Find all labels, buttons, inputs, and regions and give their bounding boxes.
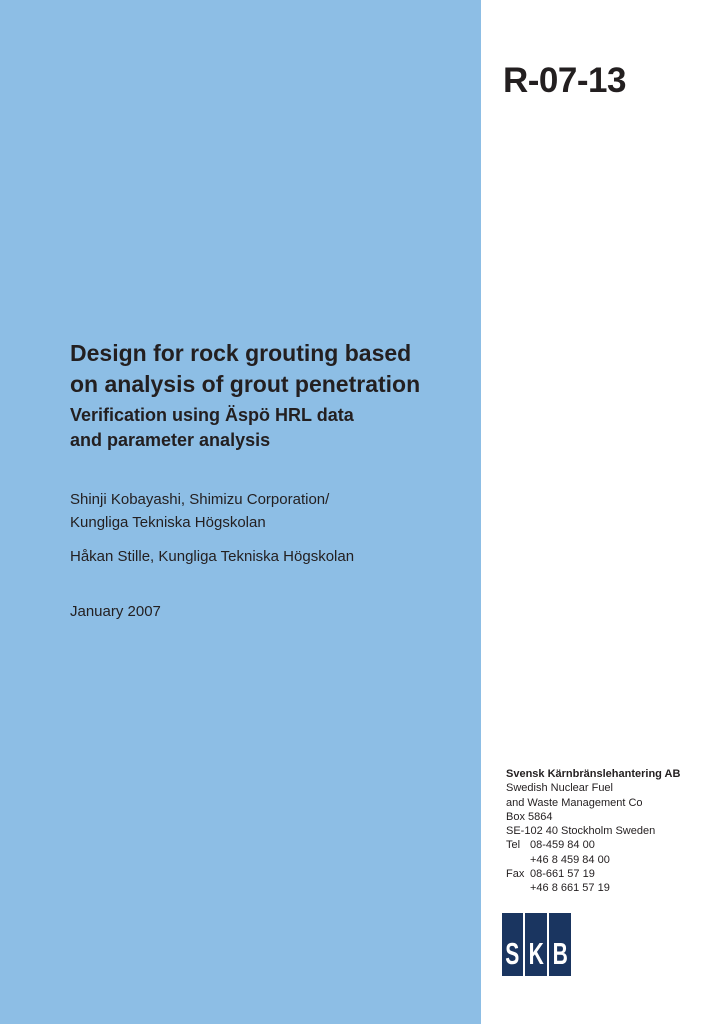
fax-row (506, 867, 724, 881)
publisher-address-line-2: and Waste Management Co (506, 796, 643, 809)
tel-intl-row (506, 853, 724, 867)
skb-logo-bar-3 (549, 913, 571, 976)
skb-logo-letter-k: K (528, 936, 544, 971)
report-subtitle (70, 403, 420, 453)
fax-label: Fax (506, 868, 525, 881)
skb-logo-letter-b: B (552, 936, 568, 971)
tel-intl-spacer (506, 853, 530, 867)
author-1 (70, 488, 354, 534)
author-1-line-1: Shinji Kobayashi, Shimizu Corporation/ (70, 491, 330, 508)
fax-intl-spacer (506, 881, 530, 895)
tel-row (506, 838, 724, 852)
publisher-name: Svensk Kärnbränslehantering AB (506, 768, 681, 780)
publisher-block (506, 767, 724, 896)
subtitle-line-1: Verification using Äspö HRL data (70, 405, 354, 425)
report-number: R-07-13 (503, 61, 626, 100)
authors-block (70, 488, 354, 568)
publisher-address-line-4: SE-102 40 Stockholm Sweden (506, 825, 656, 838)
title-block (70, 338, 420, 453)
tel-local-number: 08-459 84 00 (530, 839, 595, 852)
publisher-address-line-3: Box 5864 (506, 810, 553, 823)
subtitle-line-2: and parameter analysis (70, 430, 271, 450)
publication-date: January 2007 (70, 603, 161, 620)
report-title (70, 338, 420, 400)
title-line-1: Design for rock grouting based (70, 340, 412, 366)
skb-logo (502, 913, 568, 976)
skb-logo-bar-1 (502, 913, 523, 976)
skb-logo-letter-s: S (505, 936, 520, 971)
skb-logo-bar-2 (525, 913, 547, 976)
author-1-line-2: Kungliga Tekniska Högskolan (70, 514, 266, 531)
publisher-address-line-1: Swedish Nuclear Fuel (506, 782, 613, 795)
fax-intl-row (506, 881, 724, 895)
author-2: Håkan Stille, Kungliga Tekniska Högskolan (70, 548, 355, 565)
fax-local-number: 08-661 57 19 (530, 868, 595, 881)
tel-intl-number: +46 8 459 84 00 (530, 853, 610, 866)
tel-label: Tel (506, 839, 521, 852)
title-line-2: on analysis of grout penetration (70, 371, 421, 397)
fax-intl-number: +46 8 661 57 19 (530, 882, 610, 895)
